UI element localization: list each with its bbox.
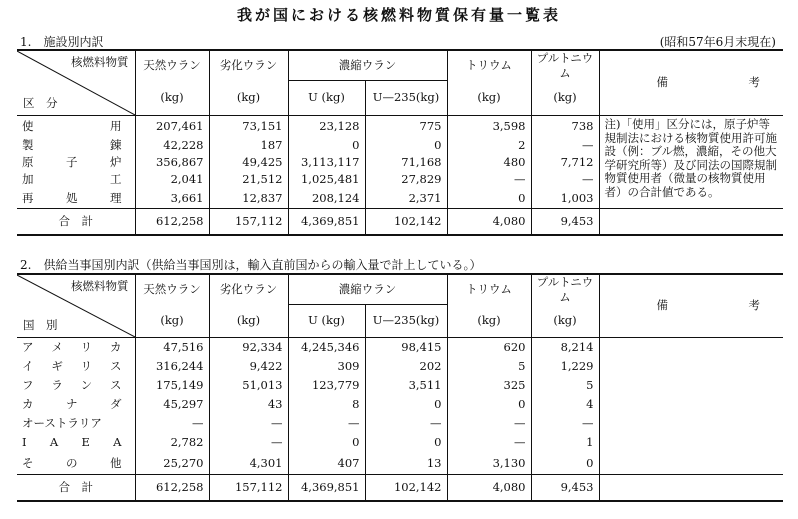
cell: 2,371 (365, 189, 447, 209)
cell: 2 (447, 138, 531, 155)
cell: 4,301 (209, 453, 288, 475)
total-label: 合 計 (58, 213, 93, 228)
row-label-text: 原 子 炉 (22, 155, 122, 170)
cell: 3,598 (447, 116, 531, 138)
as-of-date: (昭和57年6月末現在) (659, 35, 776, 49)
cell: — (447, 415, 531, 434)
cell: — (531, 138, 599, 155)
cell: 738 (531, 116, 599, 138)
remarks-header-a: 備 (656, 298, 668, 313)
total-cell: 612,258 (135, 209, 209, 235)
cell: — (209, 415, 288, 434)
cell: 27,829 (365, 172, 447, 189)
total-cell: 9,453 (531, 475, 599, 501)
cell: 21,512 (209, 172, 288, 189)
cell: 92,334 (209, 338, 288, 358)
cell: — (135, 415, 209, 434)
col-enriched: 濃縮ウラン (288, 274, 447, 304)
remarks-empty (599, 338, 783, 475)
cell: 71,168 (365, 155, 447, 172)
unit-natural: (kg) (135, 80, 209, 115)
col-plutonium: プルトニウム (531, 274, 599, 304)
total-cell: 157,112 (209, 475, 288, 501)
cell: 8,214 (531, 338, 599, 358)
total-cell: 612,258 (135, 475, 209, 501)
cell: — (288, 415, 365, 434)
cell: — (447, 172, 531, 189)
total-cell: 102,142 (365, 209, 447, 235)
cell: 1,025,481 (288, 172, 365, 189)
unit-plutonium: (kg) (531, 80, 599, 115)
cell: 2,782 (135, 434, 209, 453)
row-label-text: オーストラリア (22, 416, 102, 431)
total-label: 合 計 (58, 479, 93, 494)
cell: 325 (447, 377, 531, 396)
unit-enriched-u: U (kg) (288, 80, 365, 115)
cell: 2,041 (135, 172, 209, 189)
cell: 407 (288, 453, 365, 475)
corner-bottom-label: 区 分 (23, 95, 58, 110)
cell: 7,712 (531, 155, 599, 172)
table-row (17, 338, 783, 358)
cell: 0 (365, 434, 447, 453)
total-cell: 102,142 (365, 475, 447, 501)
cell: — (531, 172, 599, 189)
col-thorium: トリウム (447, 50, 531, 80)
unit-thorium: (kg) (447, 304, 531, 337)
row-label-text: 製 錬 (22, 138, 122, 153)
cell: — (209, 434, 288, 453)
row-label-text: ア メ リ カ (22, 340, 122, 354)
cell: 1,229 (531, 358, 599, 377)
cell: 309 (288, 358, 365, 377)
cell: 0 (288, 434, 365, 453)
total-row (17, 209, 783, 235)
cell: 0 (447, 396, 531, 415)
row-label-text: そ の 他 (22, 455, 122, 470)
cell: 356,867 (135, 155, 209, 172)
corner-header (17, 274, 135, 338)
cell: 202 (365, 358, 447, 377)
cell: 775 (365, 116, 447, 138)
cell: 5 (531, 377, 599, 396)
row-label-text: 加 工 (22, 172, 122, 187)
cell: 13 (365, 453, 447, 475)
cell: 51,013 (209, 377, 288, 396)
total-cell: 4,080 (447, 209, 531, 235)
unit-enriched-u235: U—235(kg) (365, 80, 447, 115)
corner-top-label: 核燃料物質 (71, 55, 129, 69)
cell: 43 (209, 396, 288, 415)
cell: 23,128 (288, 116, 365, 138)
cell: 25,270 (135, 453, 209, 475)
unit-depleted: (kg) (209, 304, 288, 337)
cell: 5 (447, 358, 531, 377)
total-remarks (599, 209, 783, 235)
row-label-text: フ ラ ン ス (22, 378, 122, 393)
total-cell: 4,369,851 (288, 209, 365, 235)
table-row (17, 116, 783, 138)
remarks-header-b: 考 (748, 298, 760, 313)
row-label-text: カ ナ ダ (22, 397, 122, 412)
col-remarks (599, 274, 783, 338)
cell: 3,661 (135, 189, 209, 209)
total-remarks (599, 475, 783, 501)
cell: 45,297 (135, 396, 209, 415)
unit-depleted: (kg) (209, 80, 288, 115)
cell: 8 (288, 396, 365, 415)
cell: 49,425 (209, 155, 288, 172)
cell: 1,003 (531, 189, 599, 209)
total-row (17, 475, 783, 501)
row-label-text: イ ギ リ ス (22, 359, 122, 374)
col-remarks (599, 50, 783, 116)
total-cell: 4,080 (447, 475, 531, 501)
cell: 12,837 (209, 189, 288, 209)
facility-breakdown-table (17, 49, 783, 236)
cell: 98,415 (365, 338, 447, 358)
cell: 480 (447, 155, 531, 172)
row-label (17, 116, 135, 138)
col-plutonium: プルトニウム (531, 50, 599, 80)
cell: 0 (365, 138, 447, 155)
cell: 175,149 (135, 377, 209, 396)
col-depleted: 劣化ウラン (209, 50, 288, 80)
col-depleted: 劣化ウラン (209, 274, 288, 304)
cell: 0 (288, 138, 365, 155)
unit-enriched-u: U (kg) (288, 304, 365, 337)
cell: 4 (531, 396, 599, 415)
remarks-header-a: 備 (656, 75, 668, 90)
row-label-text: 再 処 理 (22, 190, 122, 205)
unit-natural: (kg) (135, 304, 209, 337)
cell: 0 (365, 396, 447, 415)
corner-bottom-label: 国 別 (23, 317, 58, 332)
section2-label: 2. 供給当事国別内訳（供給当事国別は，輸入直前国からの輸入量で計上している。） (20, 258, 482, 272)
cell: — (365, 415, 447, 434)
cell: 3,113,117 (288, 155, 365, 172)
col-natural: 天然ウラン (135, 274, 209, 304)
cell: 42,228 (135, 138, 209, 155)
col-natural: 天然ウラン (135, 50, 209, 80)
cell: 3,511 (365, 377, 447, 396)
cell: 0 (447, 189, 531, 209)
total-cell: 157,112 (209, 209, 288, 235)
cell: — (531, 415, 599, 434)
total-cell: 9,453 (531, 209, 599, 235)
country-breakdown-table (17, 273, 783, 502)
section1-label: 1. 施設別内訳 (20, 35, 104, 49)
cell: 73,151 (209, 116, 288, 138)
row-label-text: 使 用 (22, 119, 122, 133)
col-enriched: 濃縮ウラン (288, 50, 447, 80)
unit-enriched-u235: U—235(kg) (365, 304, 447, 337)
total-cell: 4,369,851 (288, 475, 365, 501)
remarks-header-b: 考 (748, 75, 760, 90)
corner-header (17, 50, 135, 116)
col-thorium: トリウム (447, 274, 531, 304)
cell: 4,245,346 (288, 338, 365, 358)
cell: 620 (447, 338, 531, 358)
cell: 123,779 (288, 377, 365, 396)
cell: 3,130 (447, 453, 531, 475)
cell: 316,244 (135, 358, 209, 377)
cell: — (447, 434, 531, 453)
row-label-text: I A E A (22, 435, 122, 450)
corner-top-label: 核燃料物質 (71, 279, 129, 293)
unit-thorium: (kg) (447, 80, 531, 115)
remarks-note: 注)「使用」区分には，原子炉等規制法における核物質使用許可施設（例：ブル燃，濃縮，その他大学研究所等）及び同法の国際規制物質使用者（微量の核物質使用者）の合計値である。 (599, 116, 783, 209)
cell: 9,422 (209, 358, 288, 377)
document-title: 我が国における核燃料物質保有量一覧表 (236, 6, 561, 24)
cell: 207,461 (135, 116, 209, 138)
cell: 1 (531, 434, 599, 453)
cell: 208,124 (288, 189, 365, 209)
unit-plutonium: (kg) (531, 304, 599, 337)
cell: 187 (209, 138, 288, 155)
cell: 47,516 (135, 338, 209, 358)
cell: 0 (531, 453, 599, 475)
